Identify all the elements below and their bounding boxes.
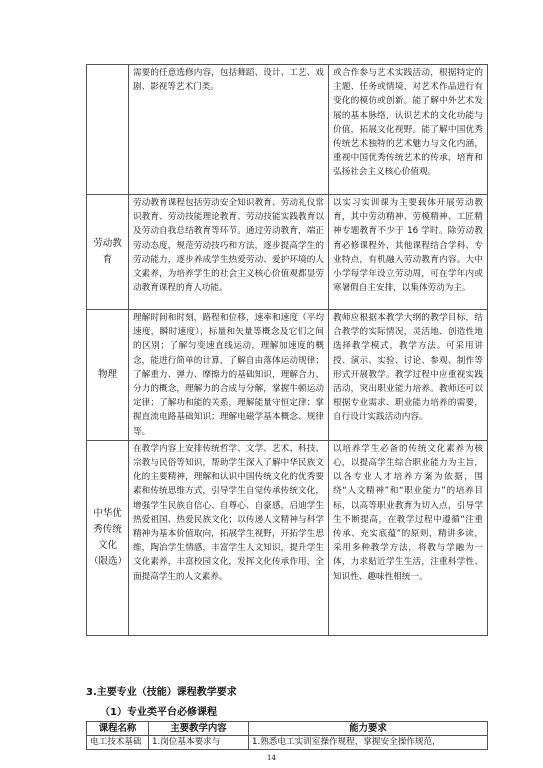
table-header-row (87, 722, 488, 736)
table-row (87, 440, 488, 635)
course-requirement-cell: 以实习实训课为主要载体开展劳动教育，其中劳动精神、劳模精神、工匠精神专题教育不少于 16 学时。除劳动教育必修课程外，其他课程结合学科、专业特点，有机融入劳动教育内容。大中小学每学年设立劳动周，可在学年内或寒暑假自主安排，以集体劳动为主。 (329, 195, 488, 310)
course-requirement-cell: 以培养学生必备的传统文化素养为核心，以提高学生综合职业能力为主旨，以各专业人才培养方案为依据，围绕“人文精神”和“职业能力”的培养目标，以高等职业教育为切入点，引导学生不断提高，在教学过程中遵循“注重传承、充实底蕴”的原则，精讲多读，采用多种教学方法，将教与学融为一体，力求贴近学生生活，注重科学性、知识性、趣味性相统一。 (329, 440, 488, 635)
section-heading: 3.主要专业（技能）课程教学要求 (86, 687, 237, 698)
course-content-cell: 1.岗位基本要求与 (149, 736, 249, 750)
professional-course-table (86, 721, 488, 750)
column-header: 主要教学内容 (149, 722, 249, 736)
table-row (87, 736, 488, 750)
course-content-cell: 理解时间和时刻，路程和位移，速率和速度（平均速度，瞬时速度），标量和矢量等概念及它们之间的区别；了解匀变速直线运动，理解加速度的概念，能进行简单的计算，了解自由落体运动规律；了解重力、弹力、摩擦力的基础知识，理解合力、分力的概念，理解力的合成与分解，掌握牛顿运动定律；了解功和能的关系，理解能量守恒定律；掌握直流电路基础知识；理解电磁学基本概念、规律等。 (129, 310, 329, 441)
course-name-cell: 劳动教育 (87, 195, 129, 310)
course-requirement-cell: 教师应根据本教学大纲的教学目标，结合教学的实际情况，灵活地、创造性地选择教学模式，教学方法。可采用讲授、演示、实验、讨论、参观、制作等形式开展教学。教学过程中应重视实践活动，突出职业能力培养。教师还可以根据专业需求、职业能力培养的需要，自行设计实践活动内容。 (329, 310, 488, 441)
course-content-cell: 在教学内容上安排传统哲学、文学、艺术、科技、宗教与民俗等知识，帮助学生深入了解中华民族文化的主要精神，理解和认识中国传统文化的优秀要素和传统思维方式，引导学生自觉传承传统文化，增强学生民族自信心、自尊心、自豪感，启迪学生热爱祖国、热爱民族文化；以传递人文精神与科学精神为基本价值取向，拓展学生视野，开拓学生思维，陶冶学生情感，丰富学生人文知识，提升学生文化素养，丰富校园文化，发挥文化传承作用，全面提高学生的人文素养。 (129, 440, 329, 635)
course-name-cell: 物理 (87, 310, 129, 441)
page-number: 14 (267, 754, 276, 762)
table-row (87, 65, 488, 195)
column-header: 能力要求 (249, 722, 488, 736)
course-requirement-cell: 或合作参与艺术实践活动，根据特定的主题、任务或情境，对艺术作品进行有变化的模仿或创新。能了解中外艺术发展的基本脉络，认识艺术的文化功能与价值，拓展文化视野。能了解中国优秀传统艺术独特的艺术魅力与文化内涵，重视中国优秀传统艺术的传承，培育和弘扬社会主义核心价值观。 (329, 65, 488, 195)
table-row (87, 310, 488, 441)
course-content-cell: 劳动教育课程包括劳动安全知识教育、劳动礼仪常识教育、劳动技能理论教育、劳动技能实践教育以及劳动自我总结教育等环节。通过劳动教育，端正劳动态度，规范劳动技巧和方法，逐步提高学生的劳动能力，逐步养成学生热爱劳动、爱护环境的人文素养，为培养学生的社会主义核心价值观都显劳动教育课程的育人功能。 (129, 195, 329, 310)
course-requirement-cell: 1.熟悉电工实训室操作规程，掌握安全操作规范， (249, 736, 488, 750)
course-name-cell: 电工技术基础 (87, 736, 149, 750)
course-name-cell: 中华优秀传统文化（限选） (87, 440, 129, 635)
course-table (86, 64, 488, 636)
course-content-cell: 需要的任意选修内容，包括舞蹈、设计、工艺、戏剧、影视等艺术门类。 (129, 65, 329, 195)
column-header: 课程名称 (87, 722, 149, 736)
subsection-heading: （1）专业类平台必修课程 (100, 707, 217, 718)
course-name-cell (87, 65, 129, 195)
table-row (87, 195, 488, 310)
